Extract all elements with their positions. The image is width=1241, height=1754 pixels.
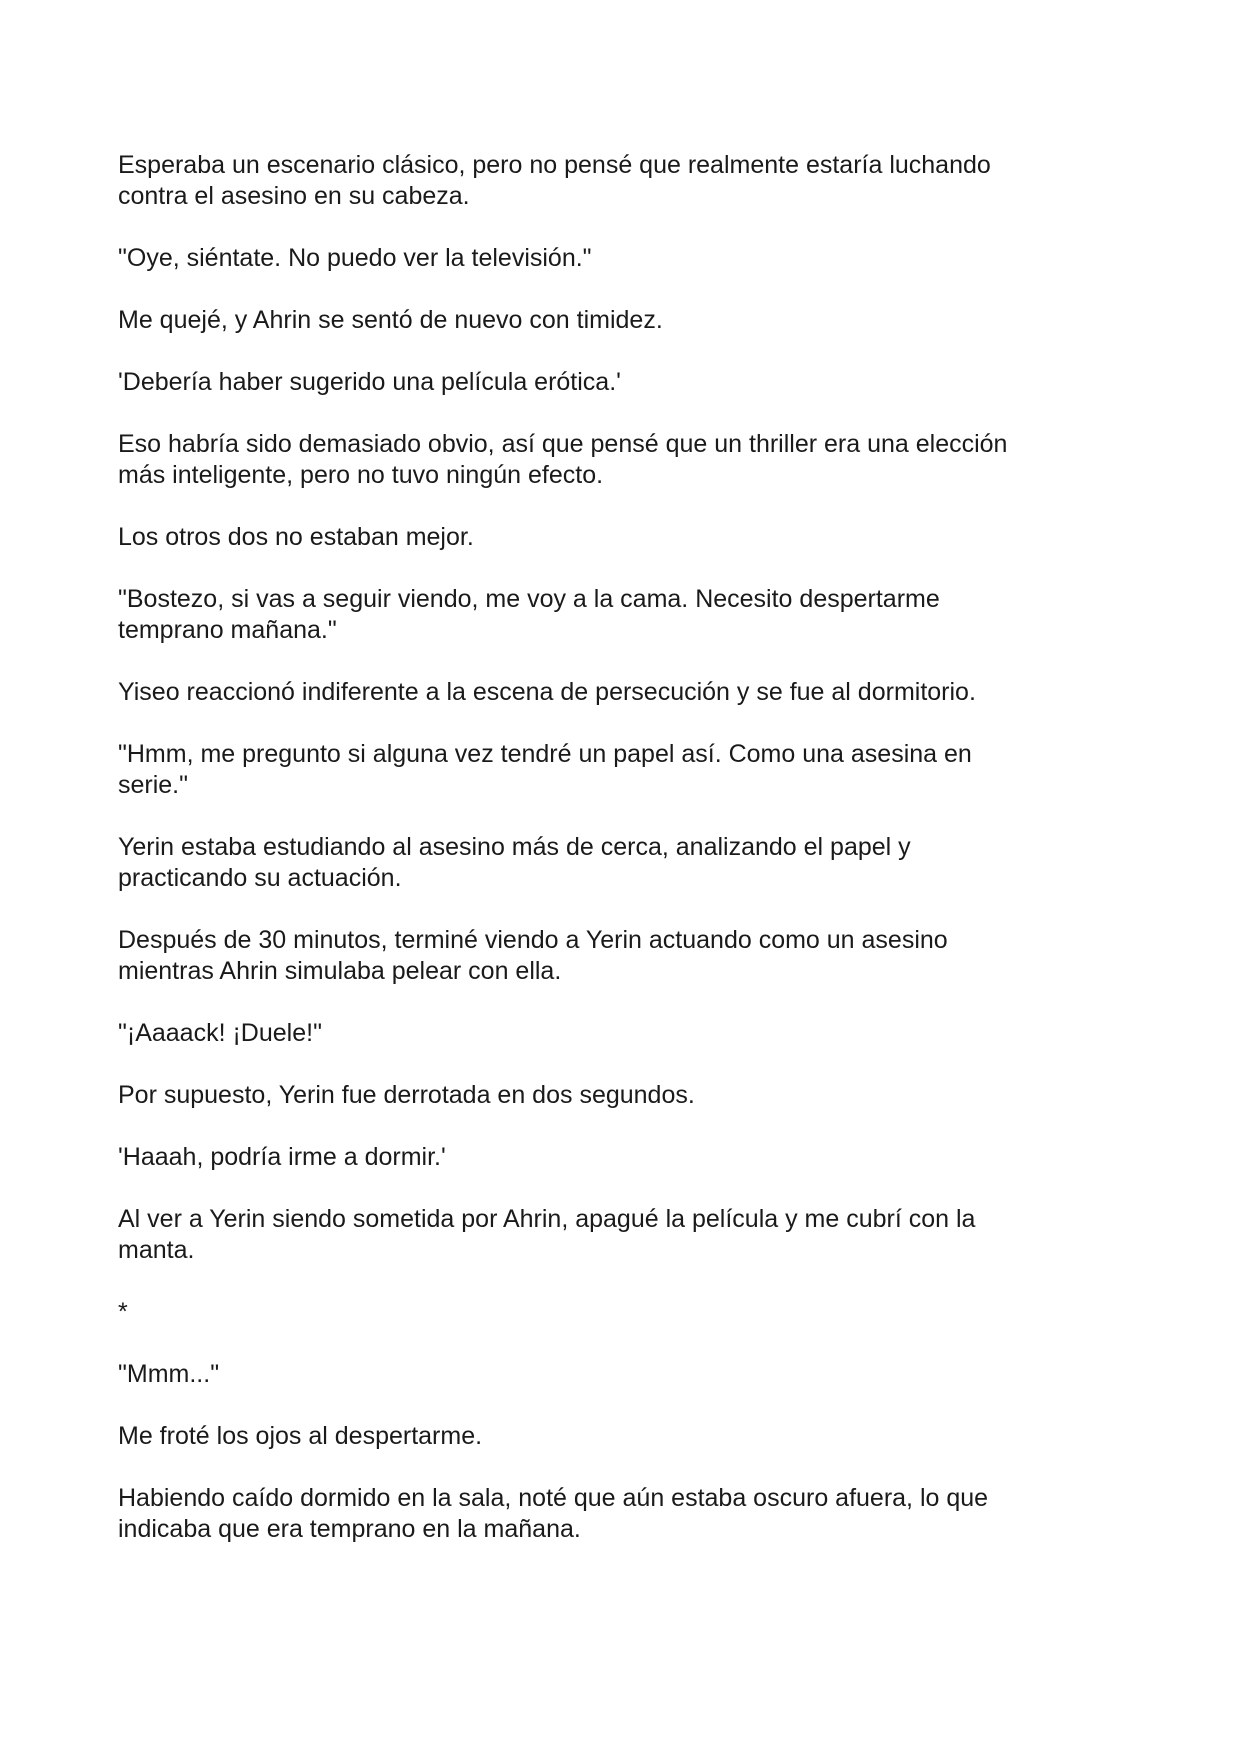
paragraph: 'Haaah, podría irme a dormir.'	[118, 1143, 446, 1171]
paragraph: Esperaba un escenario clásico, pero no pensé que realmente estaría luchando contra el asesino en su cabeza.	[118, 151, 991, 210]
paragraph: "Oye, siéntate. No puedo ver la televisión."	[118, 244, 592, 272]
paragraph: "¡Aaaack! ¡Duele!"	[118, 1019, 322, 1047]
paragraph: "Hmm, me pregunto si alguna vez tendré un papel así. Como una asesina en serie."	[118, 740, 972, 799]
paragraph: Yerin estaba estudiando al asesino más de cerca, analizando el papel y practicando su actuación.	[118, 833, 911, 892]
paragraph: "Mmm..."	[118, 1360, 220, 1388]
paragraph: Habiendo caído dormido en la sala, noté que aún estaba oscuro afuera, lo que indicaba que era temprano en la mañana.	[118, 1484, 989, 1543]
paragraph: Los otros dos no estaban mejor.	[118, 523, 474, 551]
paragraph: 'Debería haber sugerido una película erótica.'	[118, 368, 621, 396]
paragraph: Al ver a Yerin siendo sometida por Ahrin, apagué la película y me cubrí con la manta.	[118, 1205, 976, 1264]
paragraph: Por supuesto, Yerin fue derrotada en dos segundos.	[118, 1081, 695, 1109]
paragraph: Después de 30 minutos, terminé viendo a Yerin actuando como un asesino mientras Ahrin simulaba pelear con ella.	[118, 926, 948, 985]
paragraph: Me froté los ojos al despertarme.	[118, 1422, 483, 1450]
scene-break: *	[118, 1298, 128, 1326]
document-body	[118, 150, 1118, 1576]
paragraph: "Bostezo, si vas a seguir viendo, me voy a la cama. Necesito despertarme temprano mañana."	[118, 585, 940, 644]
paragraph: Me quejé, y Ahrin se sentó de nuevo con timidez.	[118, 306, 663, 334]
paragraph: Eso habría sido demasiado obvio, así que pensé que un thriller era una elección más inteligente, pero no tuvo ningún efecto.	[118, 430, 1008, 489]
paragraph: Yiseo reaccionó indiferente a la escena de persecución y se fue al dormitorio.	[118, 678, 976, 706]
